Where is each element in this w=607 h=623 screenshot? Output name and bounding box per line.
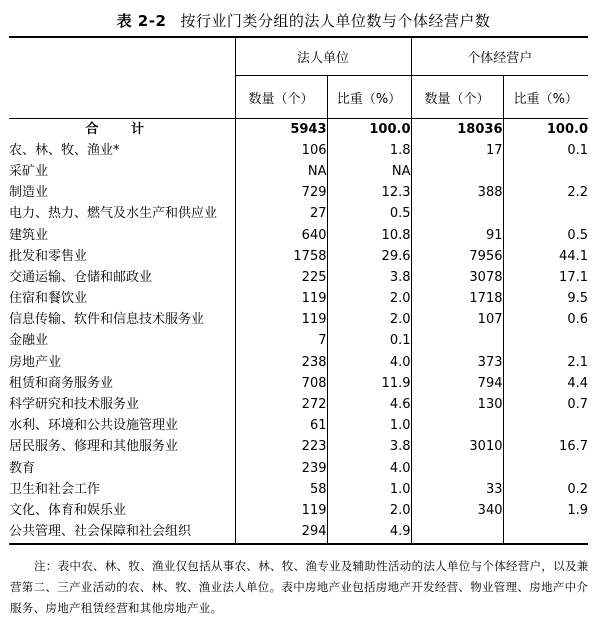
- count-individual: 91: [411, 225, 503, 246]
- count-individual: [411, 204, 503, 225]
- total-share-legal: 100.0: [327, 119, 411, 141]
- count-legal: 119: [235, 500, 327, 521]
- count-individual: 794: [411, 373, 503, 394]
- table-row: [9, 458, 588, 479]
- table-row: [9, 246, 588, 267]
- header-row-groups: [9, 38, 588, 76]
- share-individual: 44.1: [503, 246, 588, 267]
- count-legal: 223: [235, 437, 327, 458]
- industry-name: 公共管理、社会保障和社会组织: [9, 522, 235, 544]
- count-legal: 7: [235, 331, 327, 352]
- count-individual: 130: [411, 394, 503, 415]
- share-legal: 12.3: [327, 183, 411, 204]
- share-individual: [503, 522, 588, 544]
- share-individual: 9.5: [503, 289, 588, 310]
- total-share-individual: 100.0: [503, 119, 588, 141]
- count-legal: NA: [235, 161, 327, 182]
- share-individual: 16.7: [503, 437, 588, 458]
- count-legal: 225: [235, 267, 327, 288]
- count-legal: 58: [235, 479, 327, 500]
- share-legal: 2.0: [327, 310, 411, 331]
- industry-name: 采矿业: [9, 163, 49, 179]
- share-legal: NA: [327, 161, 411, 182]
- table-row: [9, 225, 588, 246]
- total-count-individual: 18036: [411, 119, 503, 141]
- share-legal: 29.6: [327, 246, 411, 267]
- table-row: [9, 352, 588, 373]
- industry-name: 制造业: [9, 185, 49, 201]
- share-legal: 4.0: [327, 352, 411, 373]
- header-count-individual: 数量（个）: [411, 76, 503, 119]
- header-share-legal: 比重（%）: [327, 76, 411, 119]
- table-row: [9, 331, 588, 352]
- share-legal: 4.6: [327, 394, 411, 415]
- count-legal: 119: [235, 289, 327, 310]
- share-individual: 17.1: [503, 267, 588, 288]
- count-individual: 33: [411, 479, 503, 500]
- count-legal: 119: [235, 310, 327, 331]
- share-legal: 0.5: [327, 204, 411, 225]
- share-legal: 0.1: [327, 331, 411, 352]
- table-row: [9, 267, 588, 288]
- share-individual: 0.5: [503, 225, 588, 246]
- table-row: [9, 310, 588, 331]
- table-row: [9, 161, 588, 182]
- share-legal: 11.9: [327, 373, 411, 394]
- table-row: [9, 479, 588, 500]
- total-label: 合 计: [9, 119, 235, 141]
- count-legal: 61: [235, 416, 327, 437]
- count-legal: 640: [235, 225, 327, 246]
- header-blank: [9, 38, 235, 119]
- table-row: [9, 373, 588, 394]
- table-row: [9, 289, 588, 310]
- count-individual: 7956: [411, 246, 503, 267]
- table-note: 注：表中农、林、牧、渔业仅包括从事农、林、牧、渔专业及辅助性活动的法人单位与个体经营户，以及兼营第二、三产业活动的农、林、牧、渔业法人单位。表中房地产业包括房地产开发经营、物业管理、房地产中介服务、房地产租赁经营和其他房地产业。: [10, 559, 589, 615]
- share-individual: [503, 458, 588, 479]
- statistics-table: [9, 36, 588, 545]
- count-individual: [411, 458, 503, 479]
- industry-name: 交通运输、仓储和邮政业: [9, 269, 153, 285]
- industry-name: 水利、环境和公共设施管理业: [9, 418, 179, 434]
- industry-name: 房地产业: [9, 354, 62, 370]
- share-individual: 0.2: [503, 479, 588, 500]
- industry-name: 电力、热力、燃气及水生产和供应业: [9, 206, 218, 222]
- table-row: [9, 437, 588, 458]
- total-row: [9, 119, 588, 141]
- count-legal: 729: [235, 183, 327, 204]
- count-individual: 340: [411, 500, 503, 521]
- count-legal: 272: [235, 394, 327, 415]
- count-legal: 238: [235, 352, 327, 373]
- industry-name: 农、林、牧、渔业*: [9, 142, 120, 158]
- count-legal: 27: [235, 204, 327, 225]
- industry-name: 租赁和商务服务业: [9, 375, 114, 391]
- count-legal: 708: [235, 373, 327, 394]
- share-legal: 3.8: [327, 437, 411, 458]
- table-row: [9, 416, 588, 437]
- count-legal: 106: [235, 140, 327, 161]
- share-individual: 4.4: [503, 373, 588, 394]
- industry-name: 金融业: [9, 333, 49, 349]
- header-group-legal-units: 法人单位: [235, 38, 411, 76]
- count-individual: 373: [411, 352, 503, 373]
- header-group-individual-households: 个体经营户: [411, 38, 588, 76]
- share-legal: 2.0: [327, 289, 411, 310]
- industry-name: 居民服务、修理和其他服务业: [9, 439, 179, 455]
- share-legal: 1.8: [327, 140, 411, 161]
- count-legal: 1758: [235, 246, 327, 267]
- count-legal: 294: [235, 522, 327, 544]
- header-count-legal: 数量（个）: [235, 76, 327, 119]
- count-individual: 17: [411, 140, 503, 161]
- share-legal: 4.0: [327, 458, 411, 479]
- industry-name: 教育: [9, 460, 36, 476]
- count-individual: 1718: [411, 289, 503, 310]
- count-individual: [411, 331, 503, 352]
- table-row: [9, 394, 588, 415]
- table-row: [9, 140, 588, 161]
- table-row: [9, 500, 588, 521]
- count-individual: [411, 161, 503, 182]
- header-share-individual: 比重（%）: [503, 76, 588, 119]
- share-individual: [503, 161, 588, 182]
- total-count-legal: 5943: [235, 119, 327, 141]
- table-row: [9, 522, 588, 544]
- count-individual: [411, 416, 503, 437]
- count-individual: 3078: [411, 267, 503, 288]
- industry-name: 文化、体育和娱乐业: [9, 502, 127, 518]
- industry-name: 科学研究和技术服务业: [9, 397, 140, 413]
- share-legal: 10.8: [327, 225, 411, 246]
- share-individual: [503, 331, 588, 352]
- share-legal: 2.0: [327, 500, 411, 521]
- industry-name: 信息传输、软件和信息技术服务业: [9, 312, 205, 328]
- share-individual: 1.9: [503, 500, 588, 521]
- share-individual: [503, 204, 588, 225]
- share-legal: 1.0: [327, 416, 411, 437]
- count-individual: 388: [411, 183, 503, 204]
- share-individual: 0.6: [503, 310, 588, 331]
- industry-name: 卫生和社会工作: [9, 481, 101, 497]
- share-individual: 0.1: [503, 140, 588, 161]
- table-row: [9, 183, 588, 204]
- share-individual: 0.7: [503, 394, 588, 415]
- industry-name: 住宿和餐饮业: [9, 291, 88, 307]
- industry-name: 建筑业: [9, 227, 49, 243]
- count-legal: 239: [235, 458, 327, 479]
- count-individual: [411, 522, 503, 544]
- count-individual: 107: [411, 310, 503, 331]
- share-legal: 1.0: [327, 479, 411, 500]
- count-individual: 3010: [411, 437, 503, 458]
- table-number: 表 2-2: [116, 12, 167, 30]
- share-individual: 2.1: [503, 352, 588, 373]
- table-row: [9, 204, 588, 225]
- table-title-text: 按行业门类分组的法人单位数与个体经营户数: [180, 12, 491, 30]
- share-legal: 4.9: [327, 522, 411, 544]
- industry-name: 批发和零售业: [9, 248, 88, 264]
- share-individual: 2.2: [503, 183, 588, 204]
- share-individual: [503, 416, 588, 437]
- table-title: [0, 10, 607, 31]
- share-legal: 3.8: [327, 267, 411, 288]
